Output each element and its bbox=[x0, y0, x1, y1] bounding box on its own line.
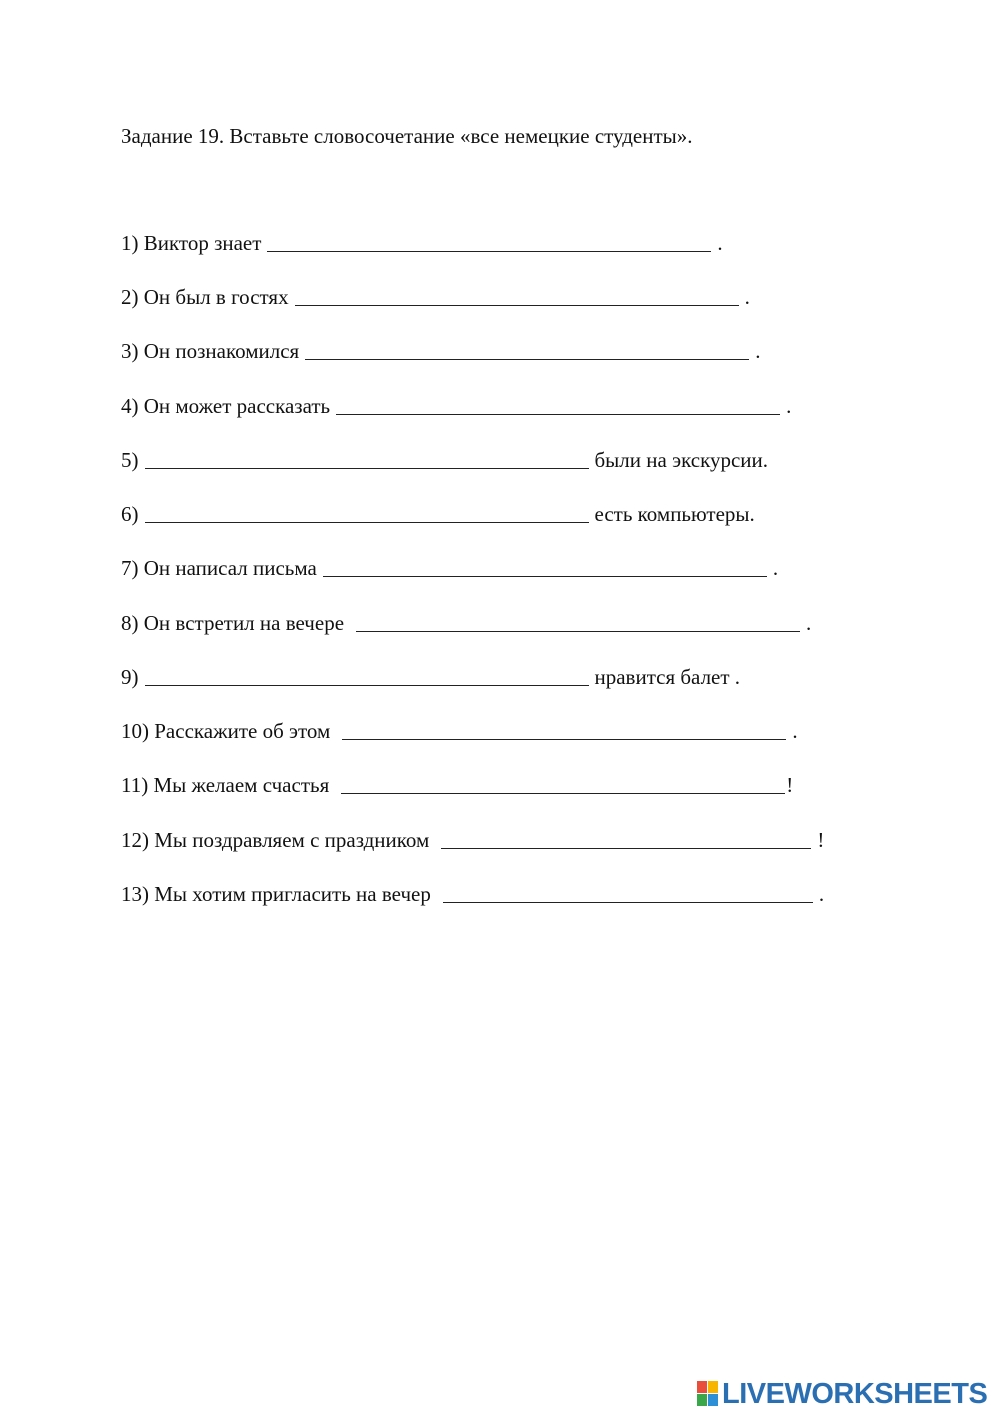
exercise-item-12 bbox=[121, 826, 824, 856]
item-ending: . bbox=[792, 719, 798, 743]
answer-blank[interactable] bbox=[305, 339, 749, 360]
item-ending: . bbox=[772, 556, 779, 580]
item-ending: . bbox=[786, 394, 792, 418]
answer-blank[interactable] bbox=[323, 556, 767, 577]
item-ending: ! bbox=[817, 828, 825, 852]
item-prompt: 8) Он встретил на вечере bbox=[121, 611, 345, 635]
exercise-item-9 bbox=[121, 663, 740, 693]
item-ending: . bbox=[818, 882, 825, 906]
exercise-item-11 bbox=[121, 771, 793, 801]
item-prompt: 4) Он может рассказать bbox=[121, 394, 331, 418]
item-ending: . bbox=[717, 231, 723, 255]
item-prompt: 9) bbox=[121, 665, 139, 689]
item-prompt: 11) Мы желаем счастья bbox=[121, 773, 330, 797]
exercise-item-13 bbox=[121, 880, 824, 910]
answer-blank[interactable] bbox=[356, 611, 800, 632]
answer-blank[interactable] bbox=[443, 882, 813, 903]
exercise-item-2 bbox=[121, 283, 750, 313]
item-ending: нравится балет . bbox=[594, 665, 741, 689]
item-prompt: 5) bbox=[121, 448, 139, 472]
logo-mark-icon bbox=[697, 1381, 719, 1407]
item-ending: . bbox=[755, 339, 761, 363]
item-prompt: 7) Он написал письма bbox=[121, 556, 317, 580]
answer-blank[interactable] bbox=[145, 665, 589, 686]
item-ending: есть компьютеры. bbox=[594, 502, 755, 526]
logo-text: LIVEWORKSHEETS bbox=[722, 1377, 988, 1410]
item-prompt: 13) Мы хотим пригласить на вечер bbox=[121, 882, 431, 906]
item-prompt: 6) bbox=[121, 502, 139, 526]
exercise-item-7 bbox=[121, 554, 778, 584]
exercise-item-6 bbox=[121, 500, 755, 530]
exercise-item-4 bbox=[121, 392, 791, 422]
item-ending: . bbox=[806, 611, 812, 635]
liveworksheets-logo bbox=[697, 1378, 987, 1410]
exercise-item-1 bbox=[121, 229, 723, 259]
item-ending: . bbox=[744, 285, 750, 309]
item-prompt: 10) Расскажите об этом bbox=[121, 719, 331, 743]
answer-blank[interactable] bbox=[267, 231, 711, 252]
answer-blank[interactable] bbox=[145, 448, 589, 469]
answer-blank[interactable] bbox=[295, 285, 739, 306]
item-ending: ! bbox=[786, 773, 794, 797]
exercise-item-5 bbox=[121, 446, 768, 476]
item-prompt: 3) Он познакомился bbox=[121, 339, 300, 363]
exercise-item-8 bbox=[121, 609, 811, 639]
answer-blank[interactable] bbox=[441, 828, 811, 849]
item-prompt: 1) Виктор знает bbox=[121, 231, 262, 255]
exercise-item-10 bbox=[121, 717, 798, 747]
item-ending: были на экскурсии. bbox=[594, 448, 769, 472]
answer-blank[interactable] bbox=[336, 394, 780, 415]
item-prompt: 12) Мы поздравляем с праздником bbox=[121, 828, 430, 852]
task-title: Задание 19. Вставьте словосочетание «все немецкие студенты». bbox=[121, 124, 693, 148]
answer-blank[interactable] bbox=[341, 773, 785, 794]
answer-blank[interactable] bbox=[342, 719, 786, 740]
item-prompt: 2) Он был в гостях bbox=[121, 285, 289, 309]
answer-blank[interactable] bbox=[145, 502, 589, 523]
exercise-item-3 bbox=[121, 337, 760, 367]
